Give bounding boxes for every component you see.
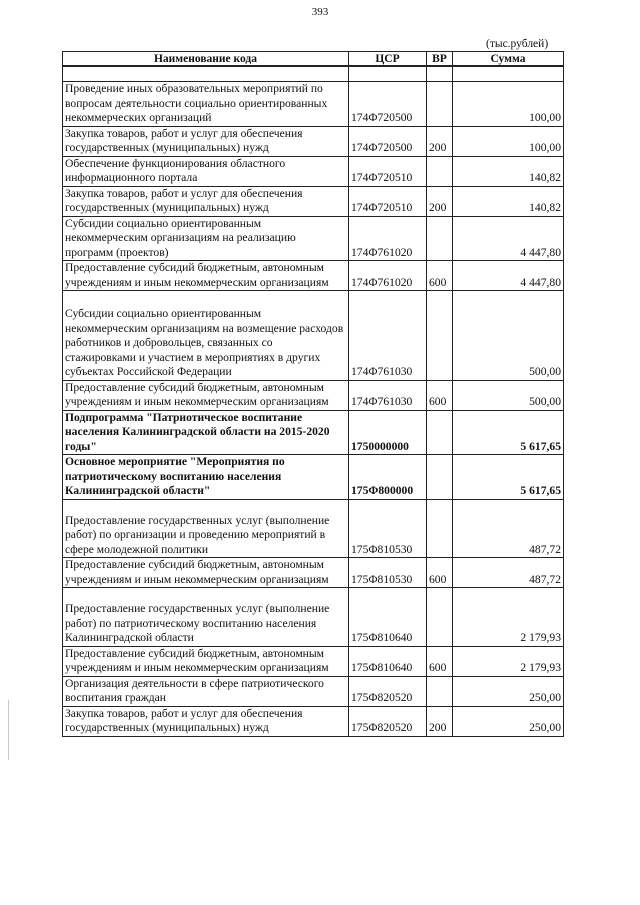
- cell-sum: 500,00: [453, 291, 564, 381]
- cell-sum: 250,00: [453, 676, 564, 706]
- cell-sum: 100,00: [453, 82, 564, 127]
- cell-vr: [427, 156, 453, 186]
- cell-csr: 174Ф720510: [349, 186, 427, 216]
- cell-csr: 174Ф761030: [349, 380, 427, 410]
- table-row: [63, 455, 564, 500]
- table-row: [63, 676, 564, 706]
- page-number: 393: [311, 6, 329, 18]
- units-label: (тыс.рублей): [486, 38, 549, 50]
- cell-name: Подпрограмма "Патриотическое воспитание населения Калининградской области на 2015-2020 годы": [63, 410, 349, 455]
- cell-sum: 500,00: [453, 380, 564, 410]
- cell-name: Обеспечение функционирования областного информационного портала: [63, 156, 349, 186]
- table-row: [63, 261, 564, 291]
- table-row: [63, 66, 564, 82]
- cell-sum: 2 179,93: [453, 588, 564, 647]
- table-row: [63, 82, 564, 127]
- cell-csr: 175Ф800000: [349, 455, 427, 500]
- cell-name: Субсидии социально ориентированным некоммерческим организациям на реализацию программ (проектов): [63, 216, 349, 261]
- cell-name: Основное мероприятие "Мероприятия по патриотическому воспитанию населения Калининградской области": [63, 455, 349, 500]
- cell-name: [63, 66, 349, 82]
- cell-csr: 175Ф810530: [349, 558, 427, 588]
- cell-sum: 5 617,65: [453, 410, 564, 455]
- cell-csr: 175Ф810640: [349, 588, 427, 647]
- table-row: [63, 499, 564, 558]
- cell-vr: 200: [427, 706, 453, 736]
- cell-csr: [349, 66, 427, 82]
- cell-sum: 4 447,80: [453, 216, 564, 261]
- cell-csr: 174Ф761020: [349, 261, 427, 291]
- cell-name: Субсидии социально ориентированным некоммерческим организациям на возмещение расходов работников и добровольцев, связанных со стажировками и участием в мероприятиях в других субъектах Российской Федерации: [63, 291, 349, 381]
- cell-csr: 175Ф820520: [349, 706, 427, 736]
- cell-name: Организация деятельности в сфере патриотического воспитания граждан: [63, 676, 349, 706]
- cell-vr: 600: [427, 646, 453, 676]
- cell-vr: [427, 455, 453, 500]
- table-row: [63, 380, 564, 410]
- cell-name: Предоставление субсидий бюджетным, автономным учреждениям и иным некоммерческим организациям: [63, 261, 349, 291]
- table-row: [63, 156, 564, 186]
- header-name: Наименование кода: [63, 52, 349, 67]
- header-csr: ЦСР: [349, 52, 427, 67]
- cell-sum: 5 617,65: [453, 455, 564, 500]
- table-row: [63, 410, 564, 455]
- cell-vr: [427, 291, 453, 381]
- table-row: [63, 706, 564, 736]
- cell-name: Предоставление субсидий бюджетным, автономным учреждениям и иным некоммерческим организациям: [63, 646, 349, 676]
- cell-csr: 174Ф761020: [349, 216, 427, 261]
- table-header-row: [63, 52, 564, 67]
- budget-table: [62, 51, 564, 737]
- cell-vr: [427, 499, 453, 558]
- cell-name: Проведение иных образовательных мероприятий по вопросам деятельности социально ориентированных некоммерческих организаций: [63, 82, 349, 127]
- cell-vr: [427, 588, 453, 647]
- cell-csr: 174Ф720510: [349, 156, 427, 186]
- table-row: [63, 126, 564, 156]
- cell-csr: 175Ф810530: [349, 499, 427, 558]
- cell-vr: [427, 676, 453, 706]
- cell-csr: 174Ф761030: [349, 291, 427, 381]
- cell-name: Предоставление государственных услуг (выполнение работ) по патриотическому воспитанию населения Калининградской области: [63, 588, 349, 647]
- cell-csr: 174Ф720500: [349, 82, 427, 127]
- cell-csr: 1750000000: [349, 410, 427, 455]
- cell-sum: 140,82: [453, 156, 564, 186]
- cell-name: Закупка товаров, работ и услуг для обеспечения государственных (муниципальных) нужд: [63, 706, 349, 736]
- cell-name: Предоставление субсидий бюджетным, автономным учреждениям и иным некоммерческим организациям: [63, 380, 349, 410]
- cell-vr: [427, 66, 453, 82]
- cell-vr: [427, 216, 453, 261]
- table-row: [63, 646, 564, 676]
- cell-sum: 250,00: [453, 706, 564, 736]
- cell-name: Предоставление государственных услуг (выполнение работ) по организации и проведению мероприятий в сфере молодежной политики: [63, 499, 349, 558]
- table-row: [63, 291, 564, 381]
- cell-name: Закупка товаров, работ и услуг для обеспечения государственных (муниципальных) нужд: [63, 186, 349, 216]
- cell-vr: [427, 82, 453, 127]
- cell-vr: 600: [427, 380, 453, 410]
- table-row: [63, 216, 564, 261]
- table-row: [63, 558, 564, 588]
- cell-sum: 487,72: [453, 558, 564, 588]
- cell-vr: 600: [427, 261, 453, 291]
- table-row: [63, 588, 564, 647]
- header-vr: ВР: [427, 52, 453, 67]
- cell-vr: [427, 410, 453, 455]
- table-row: [63, 186, 564, 216]
- table-body: [63, 66, 564, 736]
- cell-vr: 600: [427, 558, 453, 588]
- cell-csr: 175Ф820520: [349, 676, 427, 706]
- cell-sum: [453, 66, 564, 82]
- header-sum: Сумма: [453, 52, 564, 67]
- cell-csr: 174Ф720500: [349, 126, 427, 156]
- cell-sum: 140,82: [453, 186, 564, 216]
- cell-sum: 4 447,80: [453, 261, 564, 291]
- cell-csr: 175Ф810640: [349, 646, 427, 676]
- fold-mark: [8, 700, 9, 760]
- cell-sum: 487,72: [453, 499, 564, 558]
- cell-sum: 2 179,93: [453, 646, 564, 676]
- cell-name: Закупка товаров, работ и услуг для обеспечения государственных (муниципальных) нужд: [63, 126, 349, 156]
- cell-name: Предоставление субсидий бюджетным, автономным учреждениям и иным некоммерческим организациям: [63, 558, 349, 588]
- cell-sum: 100,00: [453, 126, 564, 156]
- cell-vr: 200: [427, 186, 453, 216]
- cell-vr: 200: [427, 126, 453, 156]
